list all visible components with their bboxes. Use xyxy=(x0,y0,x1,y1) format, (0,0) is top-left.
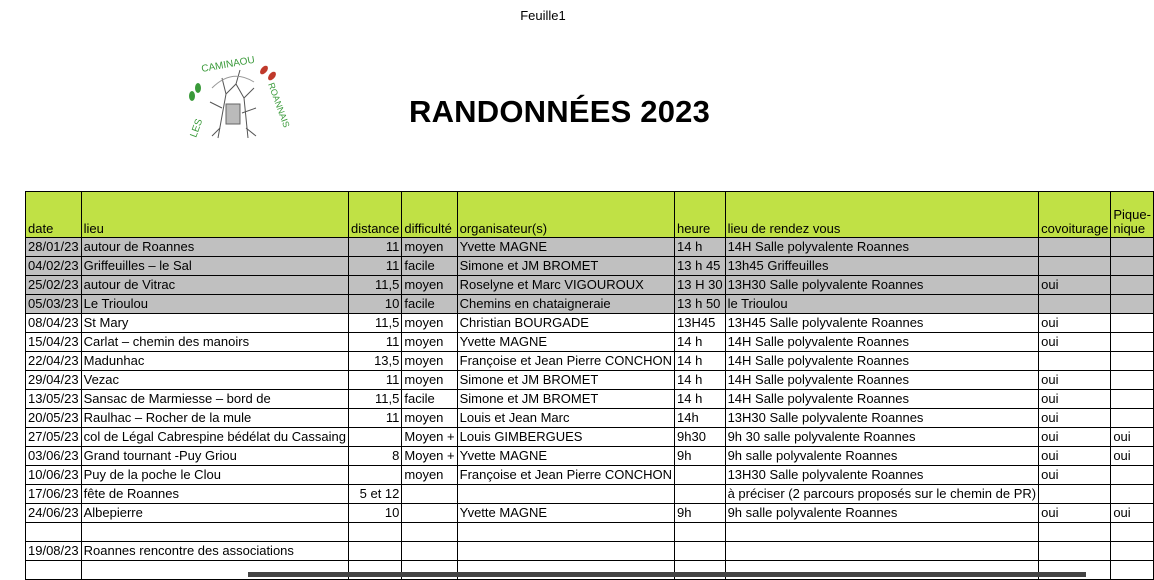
cell-distance[interactable]: 8 xyxy=(348,447,401,466)
cell-difficulte[interactable]: moyen xyxy=(402,466,457,485)
cell-distance[interactable]: 11 xyxy=(348,409,401,428)
cell-covoiturage[interactable]: oui xyxy=(1039,466,1111,485)
cell-distance[interactable]: 5 et 12 xyxy=(348,485,401,504)
cell-distance[interactable]: 11 xyxy=(348,333,401,352)
col-header-lieu: lieu xyxy=(81,192,348,238)
cell-organisateur[interactable]: Simone et JM BROMET xyxy=(457,257,674,276)
cell-difficulte[interactable]: moyen xyxy=(402,333,457,352)
cell-covoiturage[interactable] xyxy=(1039,352,1111,371)
cell-lieu[interactable] xyxy=(81,523,348,542)
cell-date[interactable]: 27/05/23 xyxy=(26,428,82,447)
cell-rdv[interactable]: 14H Salle polyvalente Roannes xyxy=(725,238,1039,257)
cell-rdv[interactable]: 14H Salle polyvalente Roannes xyxy=(725,352,1039,371)
cell-distance[interactable] xyxy=(348,523,401,542)
cell-covoiturage[interactable]: oui xyxy=(1039,333,1111,352)
cell-piquenique[interactable] xyxy=(1111,466,1154,485)
cell-covoiturage[interactable] xyxy=(1039,542,1111,561)
cell-date[interactable]: 24/06/23 xyxy=(26,504,82,523)
cell-organisateur[interactable]: Yvette MAGNE xyxy=(457,447,674,466)
cell-heure[interactable] xyxy=(675,523,726,542)
cell-difficulte[interactable]: Moyen + xyxy=(402,447,457,466)
cell-date[interactable]: 05/03/23 xyxy=(26,295,82,314)
cell-rdv[interactable]: 13H30 Salle polyvalente Roannes xyxy=(725,466,1039,485)
cell-piquenique[interactable]: oui xyxy=(1111,428,1154,447)
cell-rdv[interactable] xyxy=(725,542,1039,561)
cell-organisateur[interactable] xyxy=(457,485,674,504)
col-header-piquenique: Pique-nique xyxy=(1111,192,1154,238)
cell-rdv[interactable]: 13h45 Griffeuilles xyxy=(725,257,1039,276)
cell-rdv[interactable]: 13H30 Salle polyvalente Roannes xyxy=(725,409,1039,428)
cell-lieu[interactable]: autour de Vitrac xyxy=(81,276,348,295)
table-row xyxy=(26,409,1154,428)
cell-date[interactable]: 04/02/23 xyxy=(26,257,82,276)
table-row xyxy=(26,485,1154,504)
cell-difficulte[interactable]: moyen xyxy=(402,238,457,257)
cell-heure[interactable]: 14 h xyxy=(675,390,726,409)
cell-covoiturage[interactable]: oui xyxy=(1039,314,1111,333)
cell-piquenique[interactable] xyxy=(1111,295,1154,314)
cell-rdv[interactable]: 14H Salle polyvalente Roannes xyxy=(725,333,1039,352)
cell-difficulte[interactable]: moyen xyxy=(402,276,457,295)
cell-piquenique[interactable]: oui xyxy=(1111,504,1154,523)
cell-difficulte[interactable]: facile xyxy=(402,295,457,314)
table-row xyxy=(26,504,1154,523)
cell-organisateur[interactable]: Louis et Jean Marc xyxy=(457,409,674,428)
cell-covoiturage[interactable] xyxy=(1039,485,1111,504)
cell-piquenique[interactable] xyxy=(1111,485,1154,504)
cell-organisateur[interactable]: Chemins en chataigneraie xyxy=(457,295,674,314)
cell-rdv[interactable]: 14H Salle polyvalente Roannes xyxy=(725,390,1039,409)
cell-distance[interactable]: 13,5 xyxy=(348,352,401,371)
cell-covoiturage[interactable]: oui xyxy=(1039,390,1111,409)
cell-piquenique[interactable] xyxy=(1111,238,1154,257)
cell-difficulte[interactable]: moyen xyxy=(402,352,457,371)
table-row xyxy=(26,314,1154,333)
cell-lieu[interactable]: Griffeuilles – le Sal xyxy=(81,257,348,276)
cell-difficulte[interactable]: moyen xyxy=(402,314,457,333)
table-row xyxy=(26,238,1154,257)
cell-distance[interactable]: 11,5 xyxy=(348,276,401,295)
cell-lieu[interactable]: Madunhac xyxy=(81,352,348,371)
cell-piquenique[interactable] xyxy=(1111,390,1154,409)
cell-date[interactable]: 08/04/23 xyxy=(26,314,82,333)
table-row xyxy=(26,276,1154,295)
cell-organisateur[interactable]: Françoise et Jean Pierre CONCHON xyxy=(457,466,674,485)
table-row xyxy=(26,390,1154,409)
cell-lieu[interactable]: Grand tournant -Puy Griou xyxy=(81,447,348,466)
logo-text-right: ROANNAIS xyxy=(266,81,292,129)
table-row xyxy=(26,371,1154,390)
cell-piquenique[interactable] xyxy=(1111,333,1154,352)
cell-organisateur[interactable] xyxy=(457,523,674,542)
cell-organisateur[interactable] xyxy=(457,542,674,561)
cell-covoiturage[interactable]: oui xyxy=(1039,276,1111,295)
cell-heure[interactable]: 14 h xyxy=(675,371,726,390)
table-header-row xyxy=(26,192,1154,238)
cell-lieu[interactable]: Le Trioulou xyxy=(81,295,348,314)
cell-covoiturage[interactable] xyxy=(1039,295,1111,314)
cell-rdv[interactable]: 13H30 Salle polyvalente Roannes xyxy=(725,276,1039,295)
cell-heure[interactable]: 13 H 30 xyxy=(675,276,726,295)
cell-piquenique[interactable] xyxy=(1111,352,1154,371)
cell-lieu[interactable]: Roannes rencontre des associations xyxy=(81,542,348,561)
cell-distance[interactable] xyxy=(348,466,401,485)
cell-heure[interactable] xyxy=(675,466,726,485)
cell-covoiturage[interactable]: oui xyxy=(1039,371,1111,390)
cell-date[interactable]: 13/05/23 xyxy=(26,390,82,409)
document-title: RANDONNÉES 2023 xyxy=(409,94,711,129)
cell-piquenique[interactable] xyxy=(1111,276,1154,295)
cell-covoiturage[interactable] xyxy=(1039,257,1111,276)
col-header-distance: distance xyxy=(348,192,401,238)
cell-distance[interactable] xyxy=(348,428,401,447)
cell-organisateur[interactable]: Roselyne et Marc VIGOUROUX xyxy=(457,276,674,295)
cell-difficulte[interactable]: moyen xyxy=(402,371,457,390)
cell-date[interactable]: 19/08/23 xyxy=(26,542,82,561)
cell-difficulte[interactable]: moyen xyxy=(402,409,457,428)
table-row xyxy=(26,295,1154,314)
cell-organisateur[interactable]: Françoise et Jean Pierre CONCHON xyxy=(457,352,674,371)
page-header: Feuille1 xyxy=(520,8,566,23)
cell-lieu[interactable]: Puy de la poche le Clou xyxy=(81,466,348,485)
cell-heure[interactable]: 14h xyxy=(675,409,726,428)
cell-rdv[interactable]: à préciser (2 parcours proposés sur le chemin de PR) xyxy=(725,485,1039,504)
cell-distance[interactable]: 11 xyxy=(348,371,401,390)
cell-date[interactable] xyxy=(26,523,82,542)
col-header-covoiturage: covoiturage xyxy=(1039,192,1111,238)
col-header-rdv: lieu de rendez vous xyxy=(725,192,1039,238)
table-row xyxy=(26,333,1154,352)
cell-rdv[interactable]: 14H Salle polyvalente Roannes xyxy=(725,371,1039,390)
cell-distance[interactable]: 11 xyxy=(348,257,401,276)
cell-date[interactable]: 17/06/23 xyxy=(26,485,82,504)
cell-rdv[interactable]: 9h 30 salle polyvalente Roannes xyxy=(725,428,1039,447)
horizontal-scrollbar[interactable] xyxy=(248,572,1086,577)
cell-date[interactable] xyxy=(26,561,82,580)
caminaou-logo xyxy=(182,54,292,146)
cell-lieu[interactable]: Vezac xyxy=(81,371,348,390)
cell-piquenique[interactable] xyxy=(1111,409,1154,428)
cell-heure[interactable]: 9h30 xyxy=(675,428,726,447)
cell-date[interactable]: 10/06/23 xyxy=(26,466,82,485)
cell-heure[interactable] xyxy=(675,542,726,561)
cell-piquenique[interactable] xyxy=(1111,542,1154,561)
cell-covoiturage[interactable]: oui xyxy=(1039,447,1111,466)
cell-date[interactable]: 03/06/23 xyxy=(26,447,82,466)
cell-distance[interactable]: 11 xyxy=(348,238,401,257)
cell-organisateur[interactable]: Christian BOURGADE xyxy=(457,314,674,333)
cell-distance[interactable]: 11,5 xyxy=(348,314,401,333)
cell-distance[interactable]: 10 xyxy=(348,295,401,314)
cell-rdv[interactable]: 13H45 Salle polyvalente Roannes xyxy=(725,314,1039,333)
cell-rdv[interactable]: le Trioulou xyxy=(725,295,1039,314)
cell-covoiturage[interactable] xyxy=(1039,238,1111,257)
cell-date[interactable]: 28/01/23 xyxy=(26,238,82,257)
cell-date[interactable]: 25/02/23 xyxy=(26,276,82,295)
cell-heure[interactable] xyxy=(675,485,726,504)
table-row xyxy=(26,523,1154,542)
cell-piquenique[interactable] xyxy=(1111,561,1154,580)
cell-heure[interactable]: 9h xyxy=(675,447,726,466)
cell-covoiturage[interactable]: oui xyxy=(1039,428,1111,447)
cell-organisateur[interactable]: Simone et JM BROMET xyxy=(457,371,674,390)
logo-text-top: CAMINAOU xyxy=(200,54,256,75)
table-row xyxy=(26,447,1154,466)
cell-lieu[interactable]: autour de Roannes xyxy=(81,238,348,257)
cell-date[interactable]: 22/04/23 xyxy=(26,352,82,371)
cell-piquenique[interactable]: oui xyxy=(1111,447,1154,466)
cell-heure[interactable]: 14 h xyxy=(675,333,726,352)
cell-piquenique[interactable] xyxy=(1111,371,1154,390)
col-header-heure: heure xyxy=(675,192,726,238)
table-row xyxy=(26,542,1154,561)
cell-difficulte[interactable]: facile xyxy=(402,390,457,409)
cell-lieu[interactable]: Albepierre xyxy=(81,504,348,523)
cell-piquenique[interactable] xyxy=(1111,523,1154,542)
hikes-table xyxy=(25,191,1154,580)
cell-distance[interactable] xyxy=(348,542,401,561)
cell-difficulte[interactable] xyxy=(402,542,457,561)
cell-lieu[interactable]: St Mary xyxy=(81,314,348,333)
table-row xyxy=(26,428,1154,447)
col-header-difficulte: difficulté xyxy=(402,192,457,238)
cell-heure[interactable]: 13 h 45 xyxy=(675,257,726,276)
cell-piquenique[interactable] xyxy=(1111,314,1154,333)
cell-difficulte[interactable] xyxy=(402,523,457,542)
cell-heure[interactable]: 13H45 xyxy=(675,314,726,333)
cell-heure[interactable]: 13 h 50 xyxy=(675,295,726,314)
cell-organisateur[interactable]: Yvette MAGNE xyxy=(457,504,674,523)
cell-heure[interactable]: 14 h xyxy=(675,238,726,257)
cell-organisateur[interactable]: Yvette MAGNE xyxy=(457,333,674,352)
col-header-date: date xyxy=(26,192,82,238)
cell-covoiturage[interactable]: oui xyxy=(1039,504,1111,523)
cell-heure[interactable]: 14 h xyxy=(675,352,726,371)
cell-rdv[interactable]: 9h salle polyvalente Roannes xyxy=(725,504,1039,523)
cell-covoiturage[interactable]: oui xyxy=(1039,409,1111,428)
cell-date[interactable]: 29/04/23 xyxy=(26,371,82,390)
cell-distance[interactable]: 11,5 xyxy=(348,390,401,409)
cell-covoiturage[interactable] xyxy=(1039,523,1111,542)
cell-difficulte[interactable] xyxy=(402,485,457,504)
cell-lieu[interactable]: fête de Roannes xyxy=(81,485,348,504)
table-row xyxy=(26,466,1154,485)
cell-difficulte[interactable]: Moyen + xyxy=(402,428,457,447)
cell-date[interactable]: 20/05/23 xyxy=(26,409,82,428)
cell-lieu[interactable]: Raulhac – Rocher de la mule xyxy=(81,409,348,428)
cell-organisateur[interactable]: Simone et JM BROMET xyxy=(457,390,674,409)
cell-difficulte[interactable] xyxy=(402,504,457,523)
cell-date[interactable]: 15/04/23 xyxy=(26,333,82,352)
cell-rdv[interactable]: 9h salle polyvalente Roannes xyxy=(725,447,1039,466)
cell-heure[interactable]: 9h xyxy=(675,504,726,523)
cell-piquenique[interactable] xyxy=(1111,257,1154,276)
col-header-organisateur: organisateur(s) xyxy=(457,192,674,238)
cell-difficulte[interactable]: facile xyxy=(402,257,457,276)
cell-rdv[interactable] xyxy=(725,523,1039,542)
table-row xyxy=(26,352,1154,371)
cell-lieu[interactable]: Carlat – chemin des manoirs xyxy=(81,333,348,352)
table-row xyxy=(26,257,1154,276)
cell-lieu[interactable]: col de Légal Cabrespine bédélat du Cassaing xyxy=(81,428,348,447)
logo-text-left: LES xyxy=(188,117,206,140)
cell-distance[interactable]: 10 xyxy=(348,504,401,523)
logo-graphic xyxy=(182,54,292,146)
cell-organisateur[interactable]: Louis GIMBERGUES xyxy=(457,428,674,447)
cell-organisateur[interactable]: Yvette MAGNE xyxy=(457,238,674,257)
cell-lieu[interactable]: Sansac de Marmiesse – bord de xyxy=(81,390,348,409)
